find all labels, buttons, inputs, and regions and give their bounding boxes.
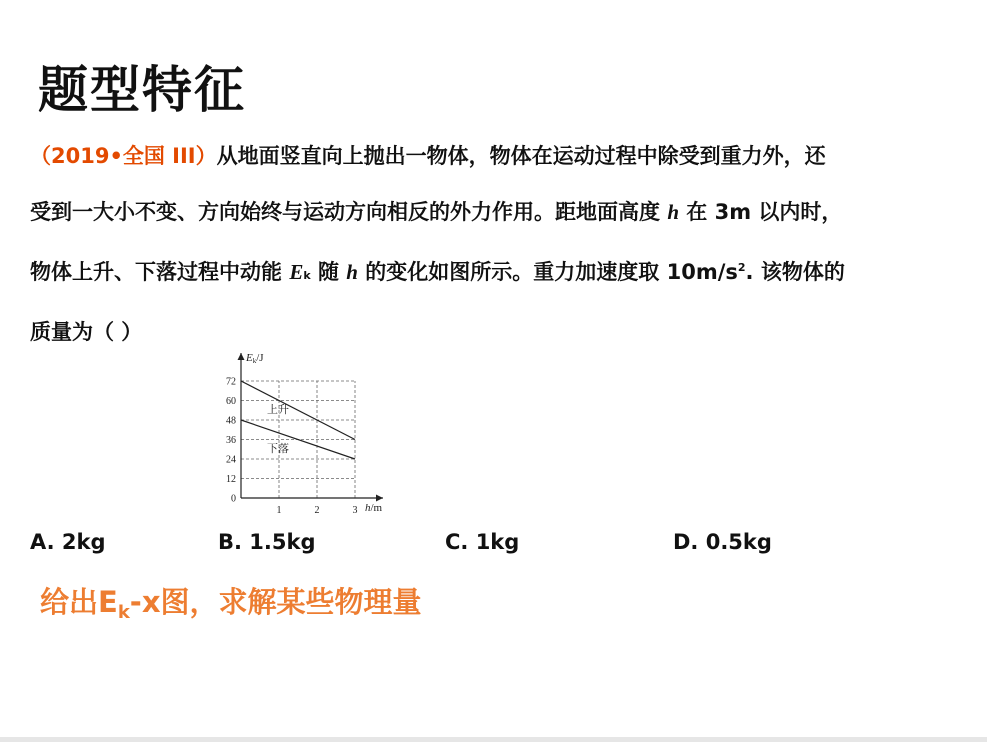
problem-line-1-text: 从地面竖直向上抛出一物体，物体在运动过程中除受到重力外，还 xyxy=(216,144,826,168)
var-E-sub: k xyxy=(303,269,311,282)
option-c[interactable]: C. 1kg xyxy=(445,530,520,554)
x-tick-label: 2 xyxy=(314,505,320,516)
y-axis-label: Ek/J xyxy=(246,352,264,365)
option-d[interactable]: D. 0.5kg xyxy=(673,530,772,554)
exponent: 2 xyxy=(737,261,746,274)
x-tick-label: 3 xyxy=(352,505,358,516)
problem-line-3-c: 的变化如图所示。重力加速度取 10m/s xyxy=(357,260,738,284)
footer-divider xyxy=(0,737,987,742)
y-tick-label: 36 xyxy=(226,435,236,446)
summary-post: -x图，求解某些物理量 xyxy=(129,585,422,619)
problem-line-2-b: 在 3m 以内时， xyxy=(679,200,843,224)
problem-line-2 xyxy=(30,184,980,240)
series-line-rise xyxy=(241,381,355,440)
page-title: 题型特征 xyxy=(38,61,246,119)
problem-line-3 xyxy=(30,240,980,304)
var-h-2: h xyxy=(346,260,358,284)
series-label-fall: 下落 xyxy=(267,443,289,455)
problem-line-3-d: . 该物体的 xyxy=(745,260,845,284)
y-tick-label: 0 xyxy=(231,493,236,505)
problem-source: （2019•全国 III） xyxy=(30,144,217,168)
problem-text xyxy=(30,128,980,360)
series-label-rise: 上升 xyxy=(267,404,289,416)
y-tick-label: 72 xyxy=(226,376,236,388)
problem-line-2-a: 受到一大小不变、方向始终与运动方向相反的外力作用。距地面高度 xyxy=(30,200,668,224)
y-tick-label: 12 xyxy=(226,474,236,485)
y-tick-label: 24 xyxy=(226,454,236,466)
y-tick-label: 48 xyxy=(226,415,236,427)
summary-sub: k xyxy=(117,602,130,623)
problem-line-4: 质量为（ ） xyxy=(30,320,143,344)
summary-pre: 给出E xyxy=(40,585,118,619)
problem-line-3-b: 随 xyxy=(310,260,347,284)
var-h: h xyxy=(667,200,679,224)
option-a[interactable]: A. 2kg xyxy=(30,530,106,554)
var-E: E xyxy=(289,260,304,284)
option-b[interactable]: B. 1.5kg xyxy=(218,530,316,554)
ek-h-chart xyxy=(215,345,395,520)
x-axis-label: h/m xyxy=(365,502,383,514)
problem-line-3-a: 物体上升、下落过程中动能 xyxy=(30,260,290,284)
summary-heading xyxy=(40,580,422,623)
y-tick-label: 60 xyxy=(226,396,236,407)
x-tick-label: 1 xyxy=(276,505,282,516)
problem-line-1 xyxy=(30,128,980,184)
